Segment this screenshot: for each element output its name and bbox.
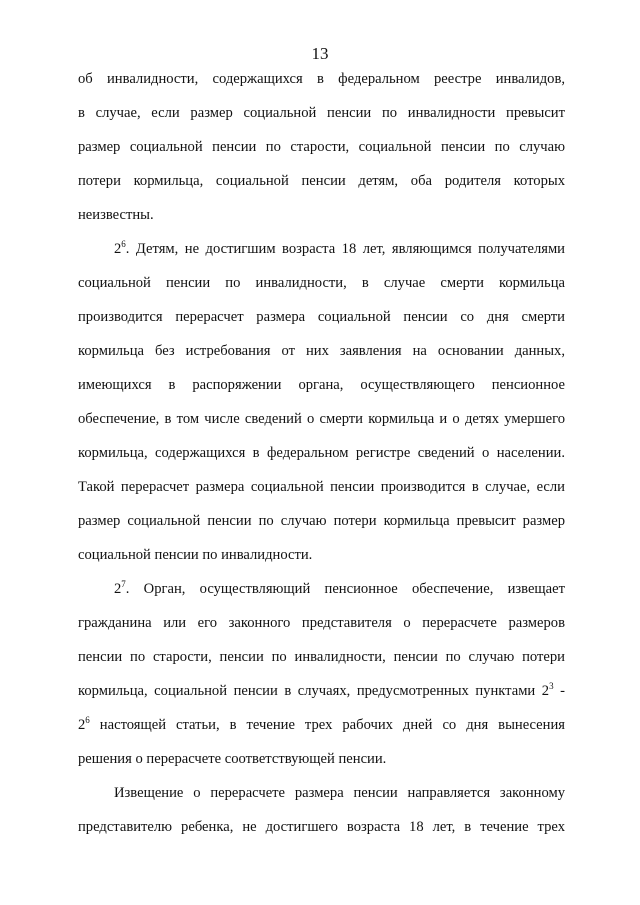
line-text: неизвестны. bbox=[78, 207, 154, 223]
line-text: Такой перерасчет размера социальной пенсии производится в случае, если bbox=[78, 479, 565, 495]
line-text: потери кормильца, социальной пенсии детям, оба родителя которых bbox=[78, 173, 565, 189]
clause-number: 2 bbox=[114, 241, 122, 257]
text-line bbox=[78, 410, 565, 428]
line-text: об инвалидности, содержащихся в федеральном реестре инвалидов, bbox=[78, 71, 565, 87]
text-line bbox=[78, 274, 565, 292]
text-line bbox=[78, 444, 565, 462]
line-text: Извещение о перерасчете размера пенсии направляется законному bbox=[114, 785, 565, 801]
line-text: пенсии по старости, пенсии по инвалидности, пенсии по случаю потери bbox=[78, 649, 565, 665]
text-line bbox=[78, 478, 565, 496]
line-text: настоящей статьи, в течение трех рабочих дней со дня вынесения bbox=[89, 717, 565, 733]
text-line bbox=[78, 104, 565, 122]
line-text: кормильца без истребования от них заявления на основании данных, bbox=[78, 343, 565, 359]
text-line bbox=[78, 648, 565, 666]
clause-superscript: 7 bbox=[121, 579, 126, 589]
line-text: производится перерасчет размера социальной пенсии со дня смерти bbox=[78, 309, 565, 325]
text-line bbox=[78, 818, 565, 836]
line-text: социальной пенсии по инвалидности, в случае смерти кормильца bbox=[78, 275, 565, 291]
text-line bbox=[78, 682, 565, 700]
text-line bbox=[78, 512, 565, 530]
line-text: . Детям, не достигшим возраста 18 лет, являющимся получателями bbox=[125, 241, 565, 257]
clause-superscript: 6 bbox=[85, 715, 90, 725]
clause-number: 2 bbox=[114, 581, 122, 597]
line-text: . Орган, осуществляющий пенсионное обеспечение, извещает bbox=[125, 581, 565, 597]
text-line bbox=[78, 376, 565, 394]
text-line bbox=[78, 138, 565, 156]
line-text: гражданина или его законного представителя о перерасчете размеров bbox=[78, 615, 565, 631]
text-line bbox=[78, 206, 565, 224]
text-line bbox=[78, 172, 565, 190]
line-text: имеющихся в распоряжении органа, осуществляющего пенсионное bbox=[78, 377, 565, 393]
line-text: кормильца, социальной пенсии в случаях, предусмотренных пунктами 2 bbox=[78, 683, 550, 699]
text-line bbox=[114, 580, 565, 598]
line-text: в случае, если размер социальной пенсии по инвалидности превысит bbox=[78, 105, 565, 121]
text-line bbox=[114, 240, 565, 258]
clause-number: 2 bbox=[78, 717, 86, 733]
text-line bbox=[78, 716, 565, 734]
text-line bbox=[78, 70, 565, 88]
line-text: социальной пенсии по инвалидности. bbox=[78, 547, 313, 563]
line-tail: - bbox=[553, 683, 565, 699]
line-text: представителю ребенка, не достигшего возраста 18 лет, в течение трех bbox=[78, 819, 565, 835]
text-line bbox=[78, 614, 565, 632]
clause-superscript: 6 bbox=[121, 239, 126, 249]
text-line bbox=[78, 342, 565, 360]
line-text: решения о перерасчете соответствующей пенсии. bbox=[78, 751, 387, 767]
text-line bbox=[78, 308, 565, 326]
text-line bbox=[78, 750, 565, 768]
line-text: размер социальной пенсии по старости, социальной пенсии по случаю bbox=[78, 139, 565, 155]
text-line bbox=[78, 546, 565, 564]
line-text: размер социальной пенсии по случаю потери кормильца превысит размер bbox=[78, 513, 565, 529]
line-text: кормильца, содержащихся в федеральном регистре сведений о населении. bbox=[78, 445, 565, 461]
text-line bbox=[114, 784, 565, 802]
clause-superscript: 3 bbox=[549, 681, 554, 691]
page-number: 13 bbox=[311, 44, 329, 63]
line-text: обеспечение, в том числе сведений о смерти кормильца и о детях умершего bbox=[78, 411, 565, 427]
